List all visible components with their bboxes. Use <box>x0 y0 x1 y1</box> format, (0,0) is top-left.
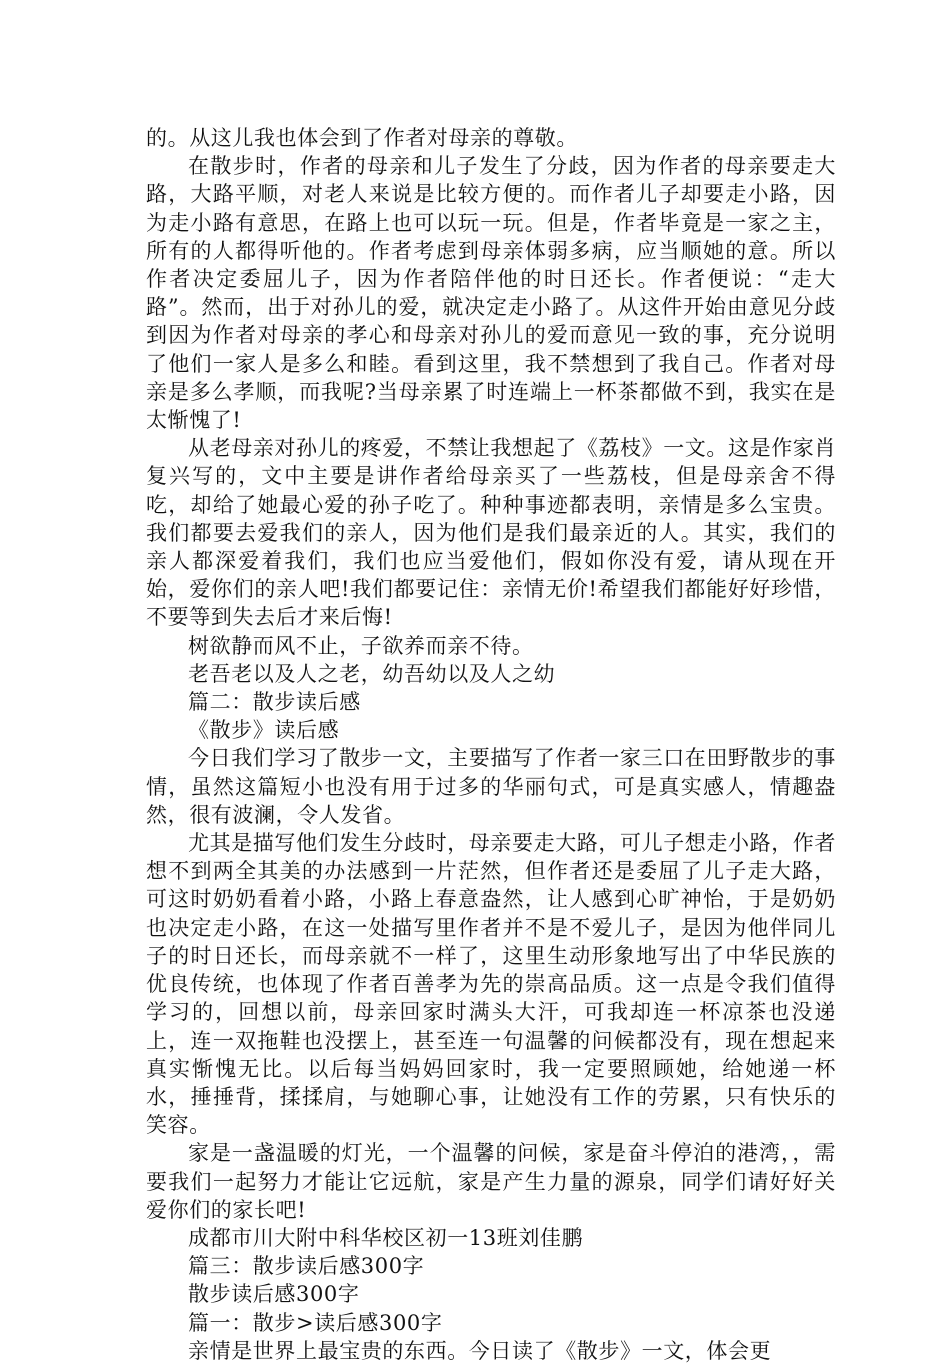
article-title: 散步读后感300字 <box>188 1282 360 1307</box>
paragraph-continuation: 的。从这儿我也体会到了作者对母亲的尊敬。 <box>146 126 578 150</box>
author-line: 成都市川大附中科华校区初一13班刘佳鹏 <box>188 1225 584 1250</box>
paragraph: 老吾老以及人之老，幼吾幼以及人之幼 <box>188 661 556 686</box>
paragraph: 树欲静而风不止，子欲养而亲不待。 <box>188 633 534 658</box>
paragraph: 今日我们学习了散步一文，主要描写了作者一家三口在田野散步的事情，虽然这篇短小也没有用于过多的华丽句式，可是真实感人，情趣盎然，很有波澜，令人发省。 <box>146 746 836 827</box>
article-title: 《散步》读后感 <box>188 718 340 743</box>
section-heading: 篇三：散步读后感300字 <box>188 1254 425 1279</box>
section-heading: 篇一：散步>读后感300字 <box>188 1310 443 1335</box>
document-body <box>146 124 836 1365</box>
paragraph: 亲情是世界上最宝贵的东西。今日读了《散步》一文，体会更 <box>188 1338 772 1363</box>
paragraph: 在散步时，作者的母亲和儿子发生了分歧，因为作者的母亲要走大路，大路平顺，对老人来说是比较方便的。而作者儿子却要走小路，因为走小路有意思，在路上也可以玩一玩。但是，作者毕竟是一家之主，所有的人都得听他的。作者考虑到母亲体弱多病，应当顺她的意。所以作者决定委屈儿子，因为作者陪伴他的时日还长。作者便说：“走大路”。然而，出于对孙儿的爱，就决定走小路了。从这件开始由意见分歧到因为作者对母亲的孝心和母亲对孙儿的爱而意见一致的事，充分说明了他们一家人是多么和睦。看到这里，我不禁想到了我自己。作者对母亲是多么孝顺，而我呢?当母亲累了时连端上一杯茶都做不到，我实在是太惭愧了! <box>146 154 836 433</box>
paragraph: 尤其是描写他们发生分歧时，母亲要走大路，可儿子想走小路，作者想不到两全其美的办法感到一片茫然，但作者还是委屈了儿子走大路，可这时奶奶看着小路，小路上春意盎然，让人感到心旷神怡，于是奶奶也决定走小路，在这一处描写里作者并不是不爱儿子，是因为他伴同儿子的时日还长，而母亲就不一样了，这里生动形象地写出了中华民族的优良传统，也体现了作者百善孝为先的崇高品质。这一点是令我们值得学习的，回想以前，母亲回家时满头大汗，可我却连一杯凉茶也没递上，连一双拖鞋也没摆上，甚至连一句温馨的问候都没有，现在想起来真实惭愧无比。以后每当妈妈回家时，我一定要照顾她，给她递一杯水，捶捶背，揉揉肩，与她聊心事，让她没有工作的劳累，只有快乐的笑容。 <box>146 831 836 1138</box>
paragraph: 从老母亲对孙儿的疼爱，不禁让我想起了《荔枝》一文。这是作家肖复兴写的，文中主要是讲作者给母亲买了一些荔枝，但是母亲舍不得吃，却给了她最心爱的孙子吃了。种种事迹都表明，亲情是多么宝贵。我们都要去爱我们的亲人，因为他们是我们最亲近的人。其实，我们的亲人都深爱着我们，我们也应当爱他们，假如你没有爱，请从现在开始，爱你们的亲人吧!我们都要记住：亲情无价!希望我们都能好好珍惜，不要等到失去后才来后悔! <box>146 436 836 630</box>
section-heading: 篇二：散步读后感 <box>188 690 361 715</box>
paragraph: 家是一盏温暖的灯光，一个温馨的问候，家是奋斗停泊的港湾，，需要我们一起努力才能让它远航，家是产生力量的源泉，同学们请好好关爱你们的家长吧! <box>146 1141 836 1222</box>
